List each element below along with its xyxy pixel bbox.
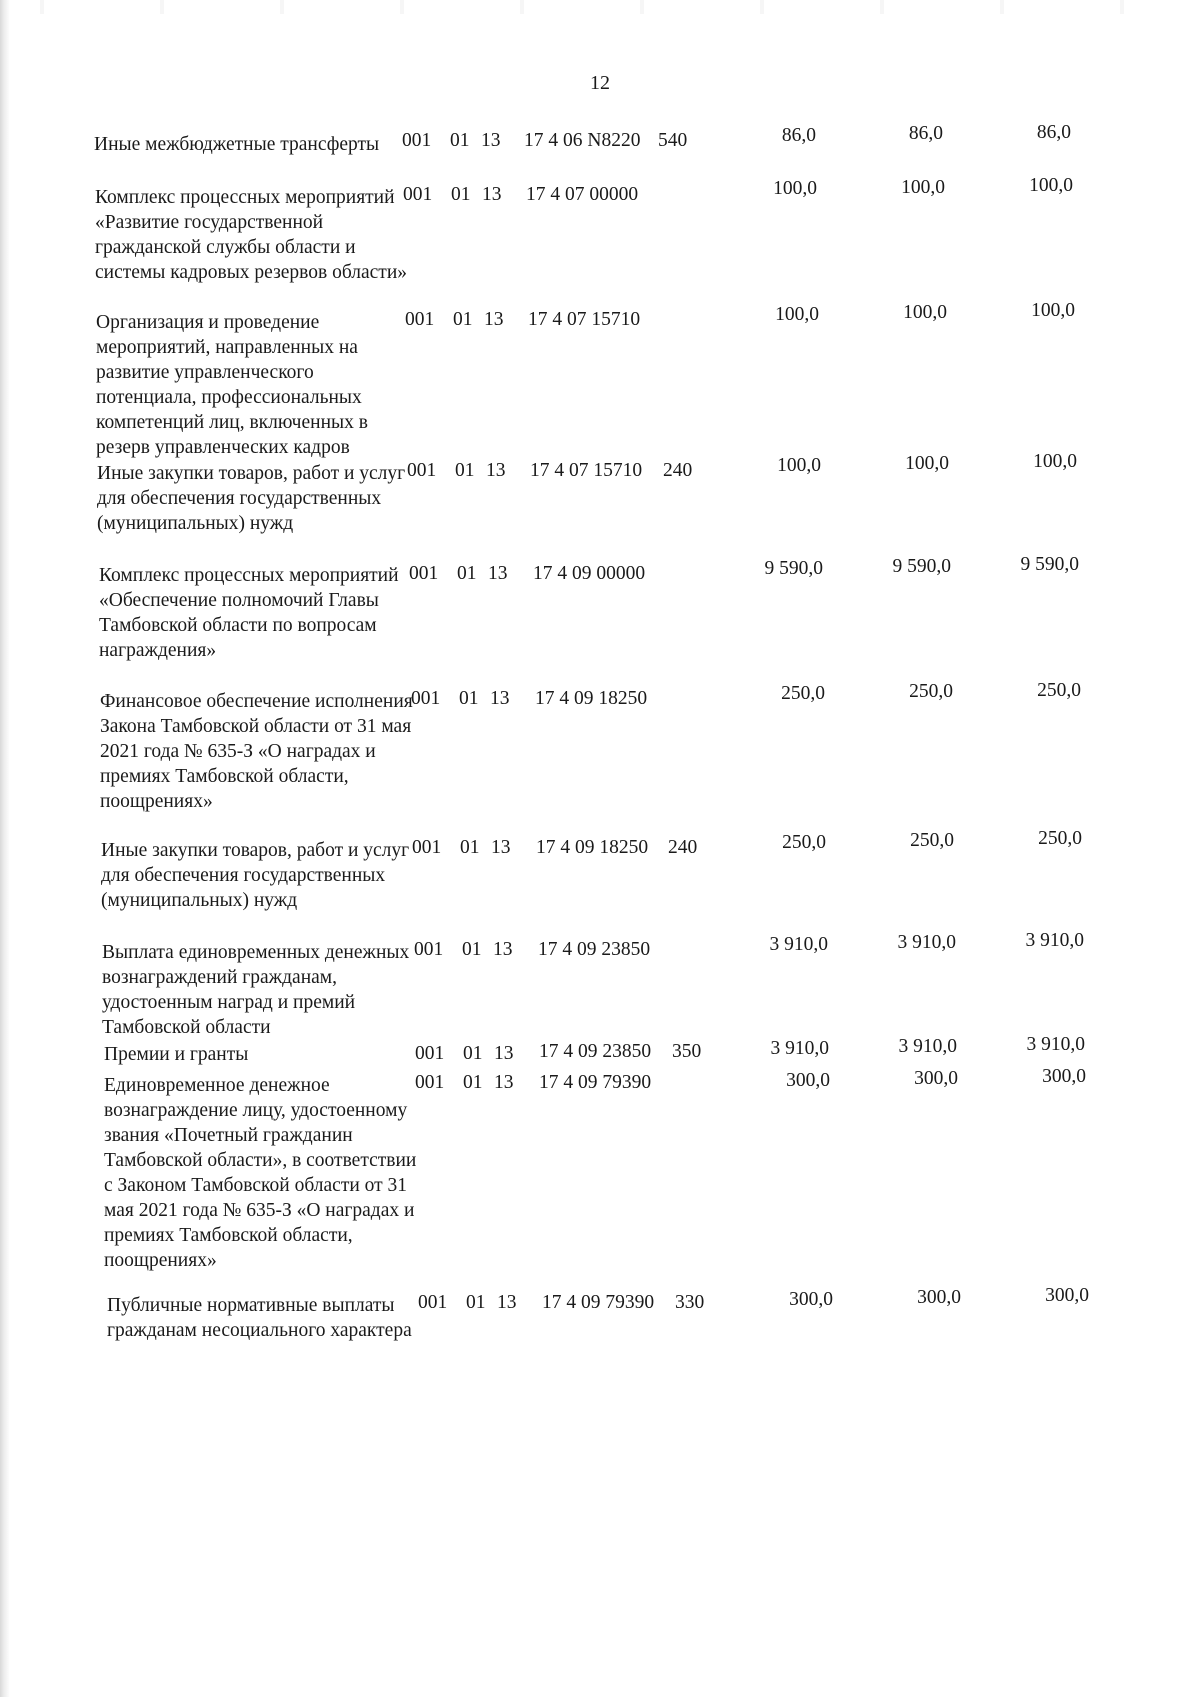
row-rz: 01 <box>457 563 477 584</box>
row-name: Единовременное денежное вознаграждение лицу, удостоенному звания «Почетный гражданин Тамбовской области», в соответствии с Законом Тамбовской области от 31 мая 2021 года № 635-З «О наградах и премиях Тамбовской области, поощрениях» <box>104 1075 417 1271</box>
row-name: Организация и проведение мероприятий, направленных на развитие управленческого потенциала, профессиональных компетенций лиц, включенных в резерв управленческих кадров <box>96 312 368 458</box>
row-pr: 13 <box>491 837 511 858</box>
row-grbs: 001 <box>415 1072 445 1093</box>
row-grbs: 001 <box>411 688 441 709</box>
row-csr: 17 4 07 15710 <box>530 460 643 481</box>
row-year1: 3 910,0 <box>770 1038 829 1059</box>
row-csr: 17 4 09 18250 <box>535 688 648 709</box>
row-pr: 13 <box>494 1072 514 1093</box>
row-year2: 300,0 <box>914 1068 958 1089</box>
row-year1: 86,0 <box>781 125 816 146</box>
row-name: Иные межбюджетные трансферты <box>94 134 380 155</box>
row-name: Иные закупки товаров, работ и услуг для обеспечения государственных (муниципальных) нужд <box>97 463 406 534</box>
row-grbs: 001 <box>418 1292 448 1313</box>
row-rz: 01 <box>459 688 479 709</box>
row-rz: 01 <box>453 309 473 330</box>
row-csr: 17 4 09 23850 <box>538 939 651 960</box>
row-name: Комплекс процессных мероприятий «Развитие государственной гражданской службы области и системы кадровых резервов области» <box>95 187 408 283</box>
page-number: 12 <box>590 72 610 94</box>
row-year2: 3 910,0 <box>898 1036 957 1057</box>
row-year3: 100,0 <box>1029 175 1073 196</box>
row-year3: 3 910,0 <box>1026 1034 1085 1055</box>
row-year3: 9 590,0 <box>1020 554 1079 575</box>
row-pr: 13 <box>486 460 506 481</box>
row-year3: 100,0 <box>1031 300 1075 321</box>
row-csr: 17 4 09 18250 <box>536 837 649 858</box>
row-year3: 100,0 <box>1033 451 1077 472</box>
row-year2: 100,0 <box>903 302 947 323</box>
row-csr: 17 4 09 79390 <box>542 1292 655 1313</box>
row-year2: 100,0 <box>905 453 949 474</box>
row-name: Выплата единовременных денежных вознаграждений гражданам, удостоенным наград и премий Тамбовской области <box>102 942 410 1038</box>
row-pr: 13 <box>494 1043 514 1064</box>
row-year3: 300,0 <box>1042 1066 1086 1087</box>
row-grbs: 001 <box>402 130 432 151</box>
row-year2: 3 910,0 <box>897 932 956 953</box>
row-year3: 250,0 <box>1038 828 1082 849</box>
row-name: Публичные нормативные выплаты гражданам несоциального характера <box>107 1295 412 1341</box>
row-rz: 01 <box>460 837 480 858</box>
row-year2: 300,0 <box>917 1287 961 1308</box>
row-rz: 01 <box>451 184 471 205</box>
row-rz: 01 <box>466 1292 486 1313</box>
row-grbs: 001 <box>414 939 444 960</box>
row-year2: 9 590,0 <box>892 556 951 577</box>
row-vr: 540 <box>658 130 688 151</box>
row-year2: 250,0 <box>910 830 954 851</box>
row-rz: 01 <box>463 1072 483 1093</box>
row-vr: 350 <box>672 1041 702 1062</box>
row-year3: 86,0 <box>1036 122 1071 143</box>
row-year1: 250,0 <box>782 832 826 853</box>
row-csr: 17 4 09 79390 <box>539 1072 652 1093</box>
row-name: Комплекс процессных мероприятий «Обеспечение полномочий Главы Тамбовской области по вопросам награждения» <box>99 565 399 661</box>
row-year1: 300,0 <box>789 1289 833 1310</box>
row-rz: 01 <box>450 130 470 151</box>
row-rz: 01 <box>462 939 482 960</box>
row-year3: 300,0 <box>1045 1285 1089 1306</box>
row-pr: 13 <box>484 309 504 330</box>
row-year1: 250,0 <box>781 683 825 704</box>
row-year1: 300,0 <box>786 1070 830 1091</box>
row-year2: 250,0 <box>909 681 953 702</box>
row-year1: 100,0 <box>773 178 817 199</box>
row-pr: 13 <box>482 184 502 205</box>
row-year2: 86,0 <box>908 123 943 144</box>
row-pr: 13 <box>481 130 501 151</box>
row-vr: 240 <box>668 837 698 858</box>
row-year3: 250,0 <box>1037 680 1081 701</box>
row-csr: 17 4 07 15710 <box>528 309 641 330</box>
row-pr: 13 <box>490 688 510 709</box>
row-rz: 01 <box>455 460 475 481</box>
row-grbs: 001 <box>409 563 439 584</box>
row-year1: 100,0 <box>777 455 821 476</box>
row-csr: 17 4 06 N8220 <box>524 130 641 151</box>
row-name: Иные закупки товаров, работ и услуг для обеспечения государственных (муниципальных) нужд <box>101 840 410 911</box>
row-csr: 17 4 09 23850 <box>539 1041 652 1062</box>
row-csr: 17 4 09 00000 <box>533 563 646 584</box>
row-rz: 01 <box>463 1043 483 1064</box>
row-year3: 3 910,0 <box>1025 930 1084 951</box>
row-grbs: 001 <box>415 1043 445 1064</box>
row-year1: 100,0 <box>775 304 819 325</box>
row-pr: 13 <box>497 1292 517 1313</box>
scan-edge-shadow <box>0 0 10 1697</box>
row-year2: 100,0 <box>901 177 945 198</box>
row-grbs: 001 <box>403 184 433 205</box>
scan-top-noise <box>0 0 1200 14</box>
row-grbs: 001 <box>412 837 442 858</box>
row-vr: 330 <box>675 1292 705 1313</box>
row-year1: 3 910,0 <box>769 934 828 955</box>
row-csr: 17 4 07 00000 <box>526 184 639 205</box>
row-pr: 13 <box>488 563 508 584</box>
row-vr: 240 <box>663 460 693 481</box>
row-year1: 9 590,0 <box>764 558 823 579</box>
row-grbs: 001 <box>407 460 437 481</box>
row-pr: 13 <box>493 939 513 960</box>
row-grbs: 001 <box>405 309 435 330</box>
row-name: Финансовое обеспечение исполнения Закона Тамбовской области от 31 мая 2021 года № 635-З «О наградах и премиях Тамбовской области, поощрениях» <box>100 691 413 812</box>
row-name: Премии и гранты <box>104 1044 249 1065</box>
